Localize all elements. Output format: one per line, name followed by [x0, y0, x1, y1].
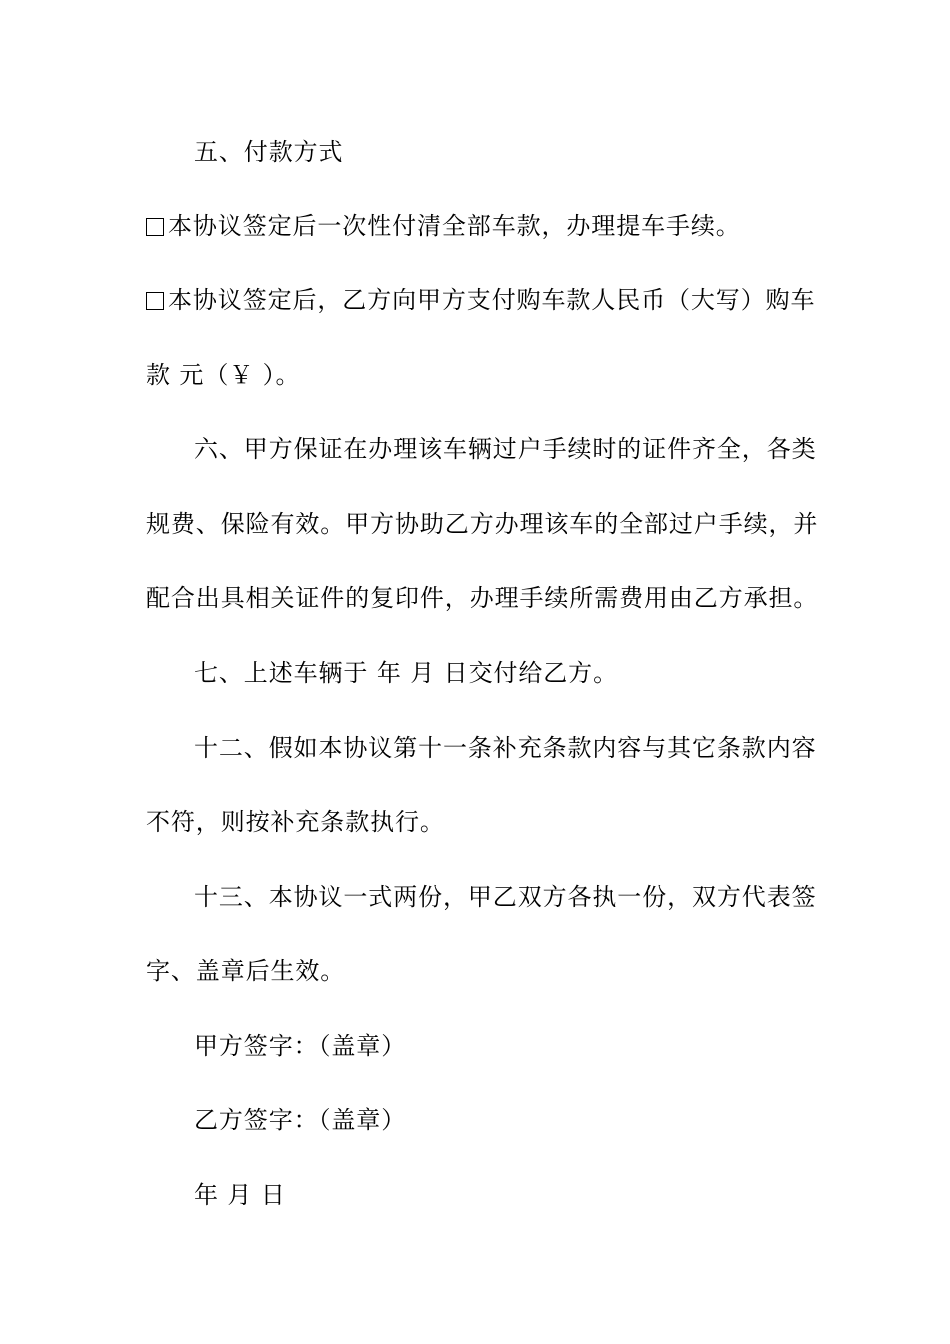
- payment-option-2-continued: 款 元（￥ ）。: [146, 361, 301, 389]
- checkbox-option-1[interactable]: [146, 218, 164, 236]
- payment-option-2: [0, 280, 950, 320]
- section-13-line-2: 字、盖章后生效。: [146, 957, 346, 985]
- payment-option-1: [0, 206, 950, 246]
- section-5-heading: 五、付款方式: [194, 138, 344, 166]
- party-a-signature: 甲方签字：（盖章）: [194, 1032, 407, 1060]
- section-7: 七、上述车辆于 年 月 日交付给乙方。: [194, 659, 618, 687]
- section-6-line-2: 规费、保险有效。甲方协助乙方办理该车的全部过户手续，并: [146, 510, 819, 538]
- section-12-line-1: 十二、假如本协议第十一条补充条款内容与其它条款内容: [194, 734, 817, 762]
- date-line: 年 月 日: [194, 1181, 286, 1209]
- party-b-signature: 乙方签字：（盖章）: [194, 1106, 407, 1134]
- section-12-line-2: 不符，则按补充条款执行。: [146, 808, 445, 836]
- payment-option-2-text: 本协议签定后，乙方向甲方支付购车款人民币（大写）购车: [168, 286, 816, 314]
- section-6-line-1: 六、甲方保证在办理该车辆过户手续时的证件齐全，各类: [194, 435, 817, 463]
- payment-option-1-text: 本协议签定后一次性付清全部车款，办理提车手续。: [168, 212, 741, 240]
- checkbox-option-2[interactable]: [146, 292, 164, 310]
- section-13-line-1: 十三、本协议一式两份，甲乙双方各执一份，双方代表签: [194, 883, 817, 911]
- section-6-line-3: 配合出具相关证件的复印件，办理手续所需费用由乙方承担。: [146, 584, 819, 612]
